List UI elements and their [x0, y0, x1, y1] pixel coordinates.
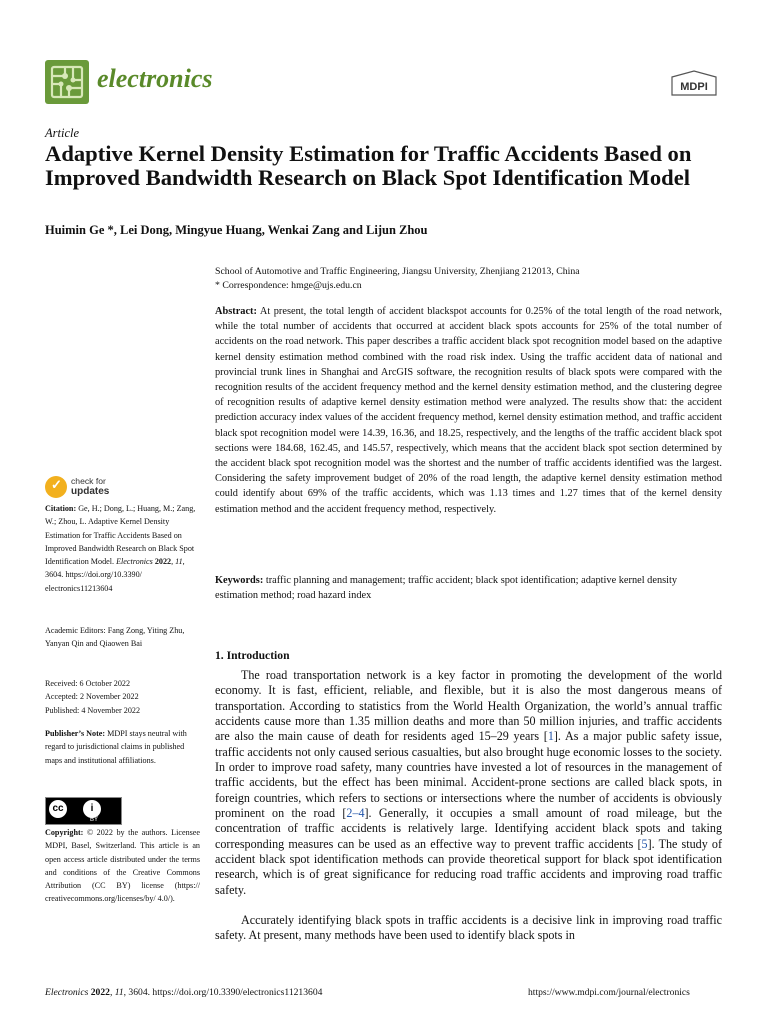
publishers-note-text: MDPI stays neutral with regard to jurisdictional claims in published maps and institutional affiliations. — [45, 729, 187, 765]
mdpi-logo — [668, 68, 720, 98]
publishers-note-label: Publisher’s Note: — [45, 729, 106, 738]
publishers-note — [45, 727, 200, 767]
footer-journal-url[interactable]: https://www.mdpi.com/journal/electronics — [528, 987, 690, 998]
p1-part-a: The road transportation network is a key factor in promoting the development of the world economy. It is fast, efficient, reliable, and flexible, but it is also the most dangerous means of transportation. According to statistics from the World Health Organization, the world’s annual traffic accidents cause more than 1.35 million deaths and more than 50 million injuries, and traffic accidents are also the main cause of death for residents aged 15–29 years [ — [215, 668, 722, 744]
journal-logo-icon — [45, 60, 89, 104]
copyright-label: Copyright: — [45, 828, 84, 837]
article-title: Adaptive Kernel Density Estimation for Traffic Accidents Based on Improved Bandwidth Research on Black Spot Identification Model — [45, 141, 692, 190]
correspondence: * Correspondence: hmge@ujs.edu.cn — [215, 280, 362, 291]
cc-by-label: BY — [90, 817, 99, 823]
keywords — [215, 573, 722, 603]
check-updates-line2: updates — [71, 486, 110, 497]
author-list: Huimin Ge *, Lei Dong, Mingyue Huang, Wenkai Zang and Lijun Zhou — [45, 223, 428, 237]
cc-by-license-icon[interactable] — [45, 797, 122, 825]
dates-block — [45, 677, 200, 717]
reference-link[interactable]: 1 — [547, 729, 554, 744]
mdpi-logo-text: MDPI — [680, 81, 708, 93]
check-for-updates-button[interactable] — [45, 476, 165, 498]
citation-volume: 11 — [175, 557, 183, 567]
footer-volume: 11 — [114, 987, 124, 998]
citation-year: 2022 — [154, 557, 172, 567]
journal-name: electronics — [97, 64, 213, 93]
citation-journal: Electronics — [116, 557, 153, 567]
abstract-text: At present, the total length of accident blackspot accounts for 0.25% of the total length of the road network, while the total number of accidents that occurred at accident black spots accounts for 25% of the total number of accidents on the road network. This paper describes a traffic accident black spot recognition model based on the adaptive kernel density estimation method combined with the road risk index. Using the traffic accident data of national and provincial trunk lines in Shanghai and ArcGIS software, the recognition results of black spots were compared with the recognition results of the accident frequency method and the kernel density estimation method, and the clustering degree of recognition results of adaptive kernel density estimation method were analyzed. The results show that: the accident prediction accuracy index values of the accident frequency method, kernel density estimation method, and traffic accident black spot recognition model were 14.39, 16.36, and 18.25, respectively, and the lengths of the traffic accident black spot sections were 184.68, 162.45, and 145.57, respectively, which means that the accident black spot section determined by the accident black spot recognition model was the shortest and the number of traffic accidents identified was the largest. Considering the safety improvement budget of 20% of the road length, the adaptive kernel density estimation method could identify about 69% of the traffic accidents, which was 1.13 times and 1.27 times that of the kernel density estimation method and the accident frequency method, respectively. — [215, 306, 723, 515]
affiliation-block — [215, 265, 725, 293]
keywords-label: Keywords: — [215, 575, 264, 586]
abstract-label: Abstract: — [215, 306, 257, 317]
footer-doi[interactable]: , 3604. https://doi.org/10.3390/electronics11213604 — [123, 987, 323, 998]
citation: Citation: Ge, H.; Dong, L.; Huang, M.; Zang, W.; Zhou, L. Adaptive Kernel Density Estimation for Traffic Accidents Based on Improved Bandwidth Research on Black Spot Identification Model. Electronics 2022, 11, 3604. https://doi.org/10.3390/ electronics11213604 — [45, 504, 196, 593]
published-date: Published: 4 November 2022 — [45, 705, 141, 715]
footer-year: 2022 — [90, 987, 110, 998]
attribution-icon: i — [83, 800, 101, 818]
copyright-text: © 2022 by the authors. Licensee MDPI, Basel, Switzerland. This article is an open access article distributed under the terms and conditions of the Creative Commons Attribution (CC BY) license (https:// creativecommons.org/licenses/by/ 4.0/). — [45, 828, 201, 904]
citation-label: Citation: — [45, 504, 77, 513]
p1-part-b: ]. As a major public safety issue, traffic accidents not only caused serious casualties, but also brought huge economic losses to the society. In order to improve road safety, many countries have invested a lot of resources in the management of traffic accidents, but the effect has been minimal. Accident-prone sections are called black spots, in foreign countries, which refers to sections or intersections where the number of accidents is obviously prominent on the road [ — [215, 729, 722, 821]
check-updates-line1: check for — [71, 476, 106, 486]
abstract — [215, 304, 722, 517]
copyright — [45, 826, 200, 906]
article-type: Article — [45, 126, 80, 140]
footer-journal: Electronics — [45, 987, 89, 998]
reference-link[interactable]: 2–4 — [346, 806, 365, 821]
affiliation: School of Automotive and Traffic Engineering, Jiangsu University, Zhenjiang 212013, China — [215, 266, 580, 277]
check-updates-icon: ✓ — [45, 476, 67, 498]
footer-citation: Electronics 2022, 11, 3604. https://doi.org/10.3390/electronics11213604 — [45, 987, 323, 998]
reference-link[interactable]: 5 — [641, 836, 648, 851]
academic-editors: Academic Editors: Fang Zong, Yiting Zhu, Yanyan Qin and Qiaowen Bai — [45, 626, 185, 649]
intro-paragraph-1 — [215, 668, 722, 898]
p1-part-c: ]. Generally, it occupies a small amount of road mileage, but the concentration of traffic accidents is relatively large. Identifying accident black spots and taking corresponding measures can be used as an effective way to prevent traffic accidents [ — [215, 806, 722, 851]
received-date: Received: 6 October 2022 — [45, 679, 131, 688]
section-heading: 1. Introduction — [215, 649, 290, 662]
p1-part-d: ]. The study of accident black spot identification methods can provide theoretical support for black spot identification research, which is of great significance for reducing road traffic accidents and improving road traffic safety. — [215, 836, 722, 897]
keywords-text: traffic planning and management; traffic accident; black spot identification; adaptive kernel density estimation method; road hazard index — [215, 575, 678, 602]
accepted-date: Accepted: 2 November 2022 — [45, 692, 139, 702]
intro-paragraph-2: Accurately identifying black spots in traffic accidents is a decisive link in improving road traffic safety. At present, many methods have been used to identify black spots in — [215, 913, 722, 943]
cc-icon: cc — [49, 800, 67, 818]
citation-doi[interactable]: , 3604. https://doi.org/10.3390/ electronics11213604 — [45, 557, 185, 593]
citation-text: Ge, H.; Dong, L.; Huang, M.; Zang, W.; Zhou, L. Adaptive Kernel Density Estimation for Traffic Accidents Based on Improved Bandwidth Research on Black Spot Identification Model. — [45, 504, 196, 567]
